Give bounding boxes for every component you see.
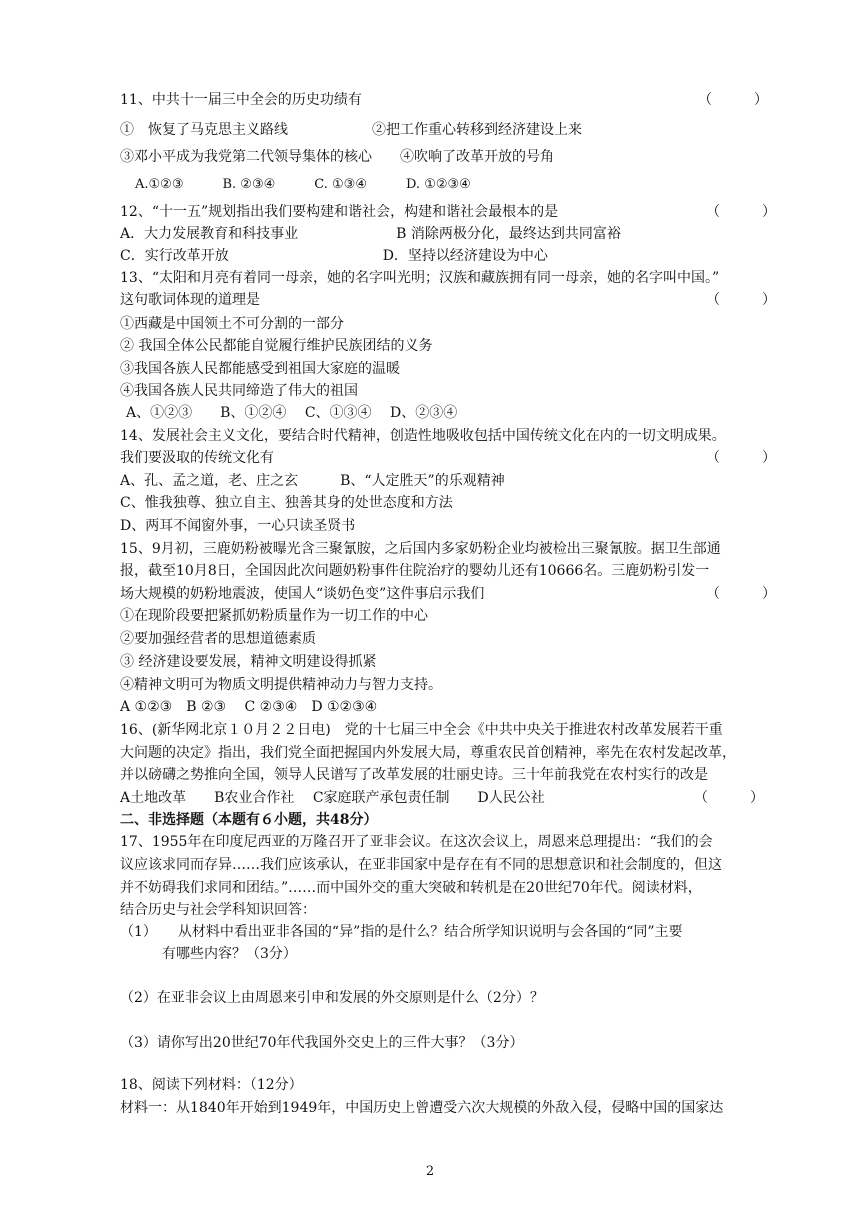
q13-answer-paren: （ ）	[706, 292, 776, 308]
q18-stem: 18、阅读下列材料：（12分）	[120, 1077, 303, 1093]
q14-option-c: C、惟我独尊、独立自主、独善其身的处世态度和方法	[120, 495, 453, 511]
q16-answer-paren: （ ）	[694, 790, 764, 806]
q16-stem: 16、(新华网北京１０月２２日电) 党的十七届三中全会《中共中央关于推进农村改革发展若干重	[120, 722, 723, 738]
q12-answer-paren: （ ）	[706, 204, 776, 220]
q12-options-a-b: A．大力发展教育和科技事业 B 消除两极分化，最终达到共同富裕	[120, 226, 621, 242]
q14-option-d: D、两耳不闻窗外事，一心只读圣贤书	[120, 518, 356, 534]
q11-options-1-2: ① 恢复了马克思主义路线 ②把工作重心转移到经济建设上来	[120, 122, 582, 138]
q17-stem-cont-3: 结合历史与社会学科知识回答：	[120, 902, 316, 918]
q15-stem: 15、9月初，三鹿奶粉被曝光含三聚氰胺，之后国内多家奶粉企业均被检出三聚氰胺。据卫生部通	[120, 541, 721, 557]
q18-material-1: 材料一：从1840年开始到1949年，中国历史上曾遭受六次大规模的外敌入侵，侵略中国的国家达	[120, 1100, 724, 1116]
q17-stem-cont-1: 议应该求同而存异……我们应该承认，在亚非国家中是存在有不同的思想意识和社会制度的，但这	[120, 857, 722, 873]
q11-stem: 11、中共十一届三中全会的历史功绩有	[120, 92, 362, 108]
q14-answer-paren: （ ）	[706, 450, 776, 466]
q13-item-2: ② 我国全体公民都能自觉履行维护民族团结的义务	[120, 338, 433, 354]
page-number: 2	[425, 1164, 435, 1179]
q15-item-2: ②要加强经营者的思想道德素质	[120, 631, 316, 647]
q15-stem-cont-1: 报，截至10月8日，全国因此次问题奶粉事件住院治疗的婴幼儿还有10666名。三鹿奶粉引发一	[120, 563, 710, 579]
q13-stem-cont: 这句歌词体现的道理是	[120, 292, 260, 308]
q13-choices: A、①②③ B、①②④ C、①③④ D、②③④	[126, 405, 458, 421]
q15-item-1: ①在现阶段要把紧抓奶粉质量作为一切工作的中心	[120, 608, 428, 624]
q17-stem-cont-2: 并不妨碍我们求同和团结。”……而中国外交的重大突破和转机是在20世纪70年代。阅读材料，	[120, 880, 702, 896]
q15-item-4: ④精神文明可为物质文明提供精神动力与智力支持。	[120, 677, 442, 693]
q11-choices: A.①②③ B. ②③④ C. ①③④ D. ①②③④	[135, 177, 471, 192]
q15-item-3: ③ 经济建设要发展，精神文明建设得抓紧	[120, 654, 377, 670]
q15-choices: A ①②③ B ②③ C ②③④ D ①②③④	[120, 699, 378, 715]
q14-stem-cont: 我们要汲取的传统文化有	[120, 450, 274, 466]
q17-sub-1: （1） 从材料中看出亚非各国的“异”指的是什么？结合所学知识说明与会各国的“同”主要	[120, 924, 683, 940]
q17-sub-1-cont: 有哪些内容？（3分）	[162, 946, 297, 962]
q11-answer-paren: （ ）	[698, 92, 768, 108]
q13-stem: 13、“太阳和月亮有着同一母亲，她的名字叫光明；汉族和藏族拥有同一母亲，她的名字叫中国。”	[120, 270, 720, 286]
q13-item-3: ③我国各族人民都能感受到祖国大家庭的温暖	[120, 361, 400, 377]
q17-stem: 17、1955年在印度尼西亚的万隆召开了亚非会议。在这次会议上，周恩来总理提出：“我们的会	[120, 834, 713, 850]
q15-stem-cont-2: 场大规模的奶粉地震波，使国人“谈奶色变”这件事启示我们	[120, 586, 485, 602]
q16-choices: A土地改革 B农业合作社 C家庭联产承包责任制 D人民公社	[120, 790, 545, 806]
q15-answer-paren: （ ）	[706, 586, 776, 602]
q14-stem: 14、发展社会主义文化，要结合时代精神，创造性地吸收包括中国传统文化在内的一切文明成果。	[120, 428, 726, 444]
q13-item-1: ①西藏是中国领土不可分割的一部分	[120, 316, 344, 332]
section-2-heading: 二、非选择题（本题有６小题，共48分）	[120, 812, 378, 828]
q13-item-4: ④我国各族人民共同缔造了伟大的祖国	[120, 383, 358, 399]
q17-sub-3: （3）请你写出20世纪70年代我国外交史上的三件大事？（3分）	[120, 1035, 524, 1051]
q16-stem-cont-1: 大问题的决定》指出，我们党全面把握国内外发展大局，尊重农民首创精神，率先在农村发起改革，	[120, 745, 736, 761]
q12-options-c-d: C．实行改革开放 D．坚持以经济建设为中心	[120, 248, 548, 264]
q12-stem: 12、“十一五”规划指出我们要构建和谐社会，构建和谐社会最根本的是	[120, 204, 559, 220]
q11-options-3-4: ③邓小平成为我党第二代领导集体的核心 ④吹响了改革开放的号角	[120, 149, 554, 165]
q17-sub-2: （2）在亚非会议上由周恩来引申和发展的外交原则是什么（2分）？	[120, 990, 544, 1006]
q14-options-a-b: A、孔、孟之道，老、庄之玄 B、“人定胜天”的乐观精神	[120, 473, 505, 489]
q16-stem-cont-2: 并以磅礴之势推向全国，领导人民谱写了改革发展的壮丽史诗。三十年前我党在农村实行的改是	[120, 767, 708, 783]
